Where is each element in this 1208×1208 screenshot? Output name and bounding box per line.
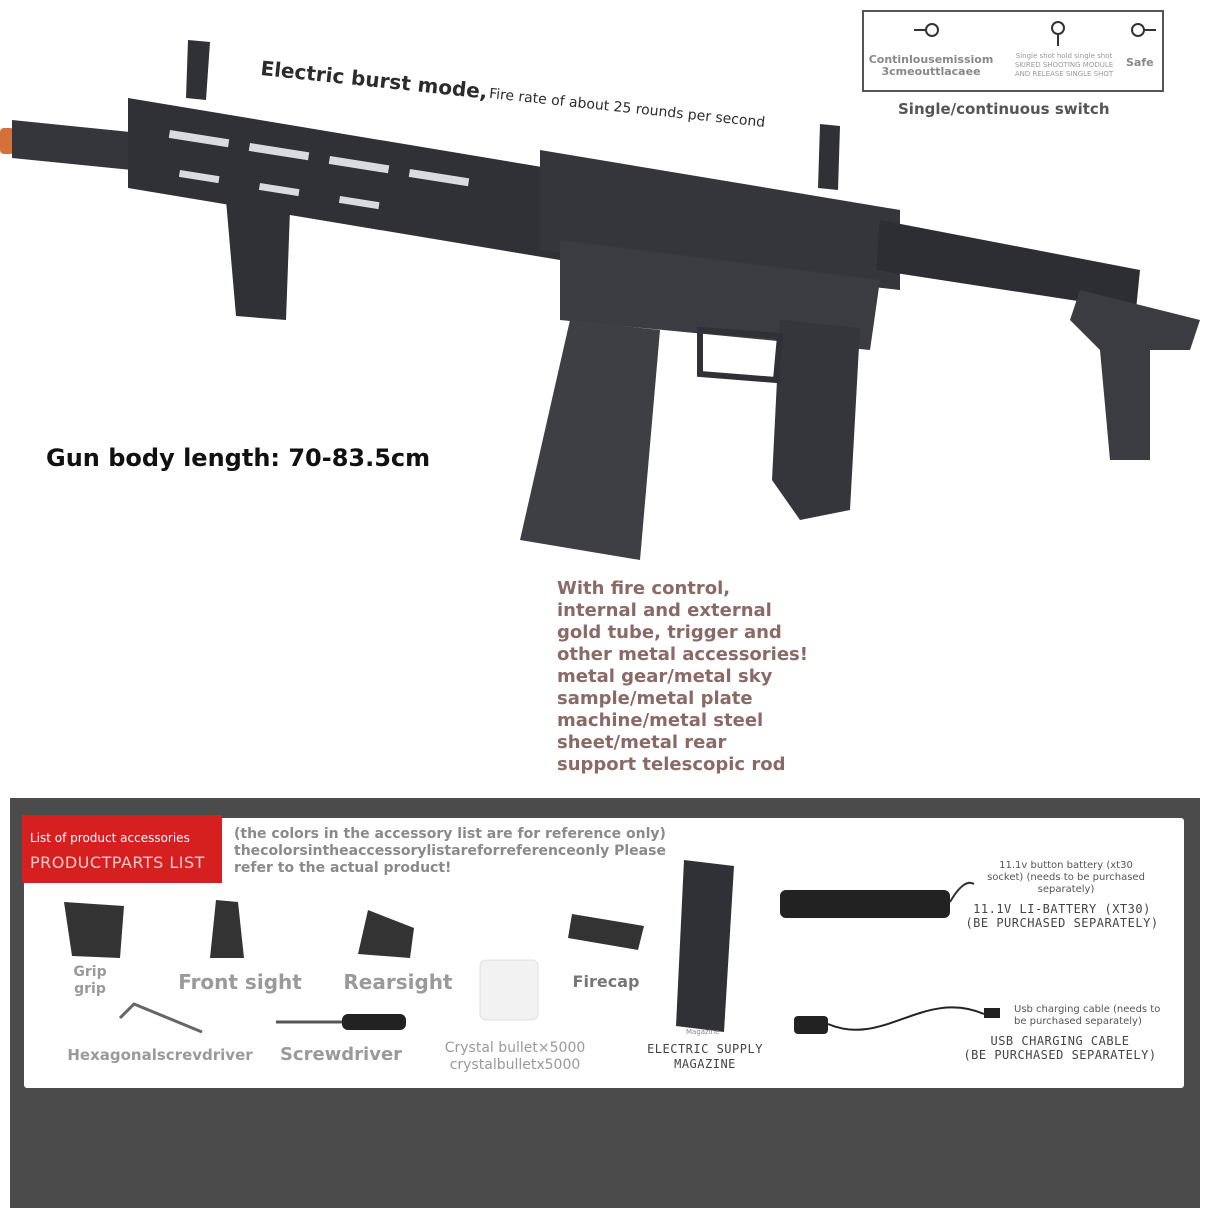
pistol-grip bbox=[772, 320, 860, 520]
usb-label: USB CHARGING CABLE (BE PURCHASED SEPARATELY) bbox=[963, 1034, 1157, 1062]
usb-cable-icon bbox=[794, 1007, 1000, 1034]
stock-brace bbox=[1070, 290, 1200, 460]
front-sight-label: Front sight bbox=[178, 970, 302, 994]
front-sight-icon bbox=[210, 900, 244, 958]
rifle-image bbox=[0, 20, 1208, 580]
rear-sight bbox=[818, 124, 840, 190]
trigger-guard bbox=[700, 330, 780, 380]
muzzle-tip bbox=[0, 128, 14, 154]
flash-hider bbox=[12, 120, 132, 170]
feature-description: With fire control, internal and external gold tube, trigger and other metal accessories! metal gear/metal sky sample/metal plate machine/metal steel sheet/metal rear support telescopic rod bbox=[557, 578, 808, 775]
single-shot-line-2: SKIRED SHOOTING MODULE bbox=[1014, 61, 1114, 69]
firecap-label: Firecap bbox=[572, 972, 640, 991]
front-sight bbox=[186, 40, 210, 100]
magazine-small-label: Magazine bbox=[686, 1028, 720, 1036]
parts-list-title: List of product accessories bbox=[30, 831, 190, 845]
parts-list-title-big: PRODUCTPARTS LIST bbox=[30, 853, 205, 872]
fire-rate-text: Fire rate of about 25 rounds per second bbox=[488, 86, 766, 131]
battery-note: 11.1v button battery (xt30 socket) (needs to be purchased separately) bbox=[987, 860, 1145, 895]
body-length-label: Gun body length: 70-83.5cm bbox=[46, 444, 431, 472]
usb-note: Usb charging cable (needs to be purchased separately) bbox=[1014, 1004, 1161, 1027]
switch-caption: Single/continuous switch bbox=[898, 100, 1110, 118]
firecap-icon bbox=[568, 914, 644, 950]
continuous-label: Continlousemissiom 3cmeouttlacaee bbox=[868, 53, 994, 78]
screwdriver-label: Screwdriver bbox=[279, 1044, 403, 1065]
color-note: (the colors in the accessory list are for reference only) thecolorsintheaccessorylistareforreferenceonly Please refer to the actual product! bbox=[234, 826, 666, 876]
grip-icon bbox=[64, 902, 124, 958]
magazine bbox=[520, 320, 660, 560]
battery-icon bbox=[780, 883, 974, 918]
hex-key-icon bbox=[120, 1004, 202, 1032]
safe-label: Safe bbox=[1126, 56, 1154, 69]
crystal-bullet-label: Crystal bullet×5000 crystalbulletx5000 bbox=[444, 1040, 586, 1073]
screwdriver-icon bbox=[276, 1014, 406, 1030]
burst-mode-title: Electric burst mode, bbox=[259, 56, 489, 104]
crystal-bullets-icon bbox=[480, 960, 538, 1020]
rear-sight-label: Rearsight bbox=[343, 970, 453, 994]
grip-label: Grip grip bbox=[73, 964, 107, 997]
single-shot-line-3: AND RELEASE SINGLE SHOT bbox=[1014, 70, 1114, 78]
vertical-grip bbox=[226, 200, 290, 320]
magazine-icon bbox=[676, 860, 734, 1032]
hex-screwdriver-label: Hexagonalscrevdriver bbox=[67, 1046, 253, 1064]
battery-label: 11.1V LI-BATTERY (XT30) (BE PURCHASED SEPARATELY) bbox=[965, 902, 1159, 930]
rear-sight-icon bbox=[358, 910, 414, 958]
magazine-label: ELECTRIC SUPPLY MAGAZINE bbox=[647, 1042, 763, 1071]
single-shot-line-1: Single shot hold single shot bbox=[1015, 52, 1113, 60]
